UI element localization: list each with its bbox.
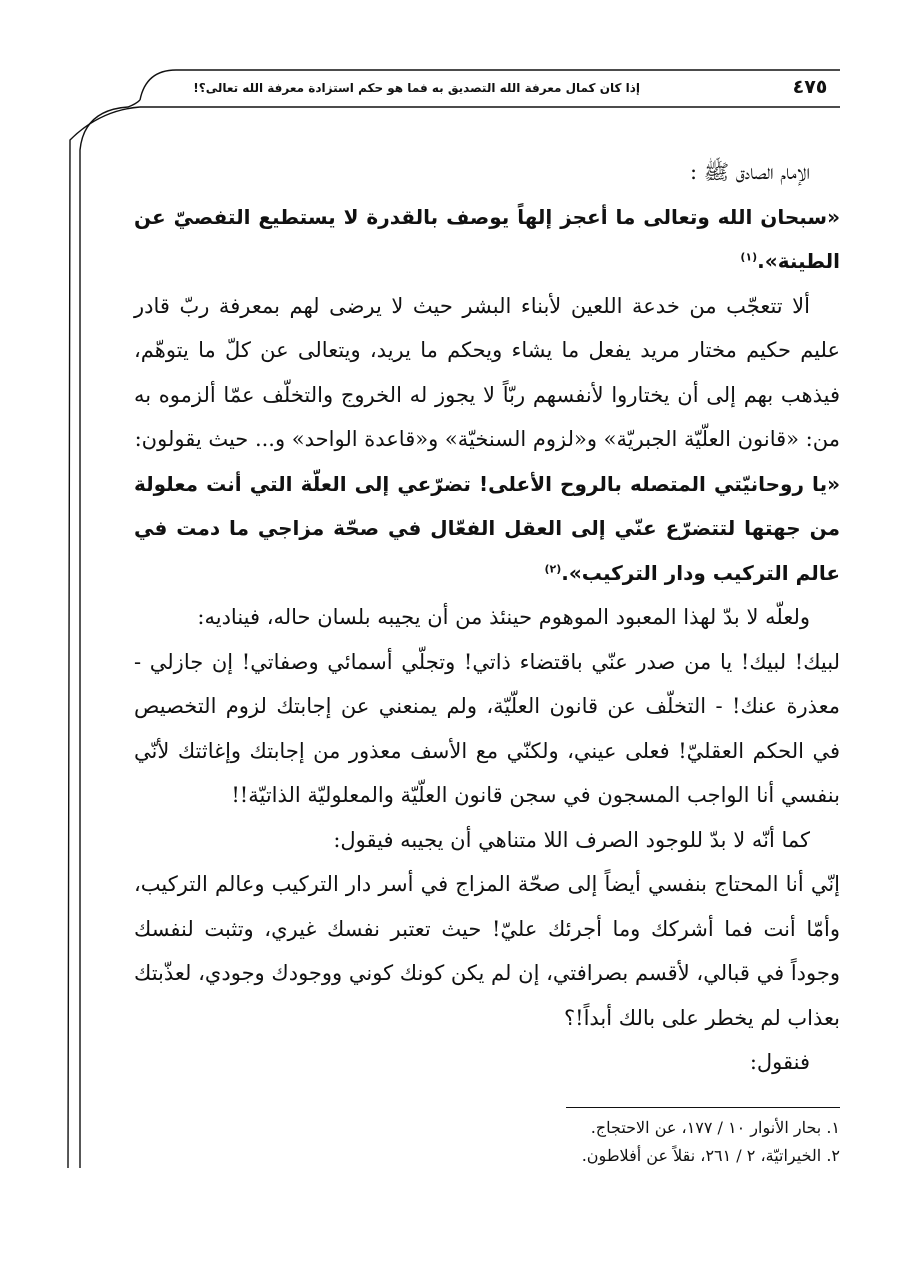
main-text [134,150,840,1085]
paragraph-quote-2 [134,462,840,596]
running-title: إذا كان كمال معرفة الله التصديق به فما هو حكم استزادة معرفة الله تعالى؟! [193,81,640,95]
paragraph-7: كما أنّه لا بدّ للوجود الصرف اللا متناهي أن يجيبه فيقول: [333,827,810,852]
paragraph-6: لبيك! لبيك! يا من صدر عنّي باقتضاء ذاتي! وتجلّي أسمائي وصفاتي! إن جازلي - معذرة عنك! - التخلّف عن قانون العلّيّة، ولم يمنعني عن إجابتك لزوم التخصيص في الحكم العقليّ! فعلى عيني، ولكنّي مع الأسف معذور من إجابتك وإغاثتك لأنّي بنفسي أنا الواجب المسجون في سجن قانون العلّيّة والمعلوليّة الذاتيّة!! [134,649,840,807]
footnote-2: ٢. الخيراتيّة، ٢ / ٢٦١، نقلاً عن أفلاطون. [581,1146,840,1165]
quote-1-text: «سبحان الله وتعالى ما أعجز إلهاً يوصف بالقدرة لا يستطيع التفصيّ عن الطينة». [134,204,840,273]
footnote-ref-1: (١) [740,250,758,264]
frame-left-inner-line [68,107,140,1168]
paragraph-9: فنقول: [749,1050,810,1074]
paragraph-imam-attribution: الإمام الصادق ﷺ : [689,160,810,184]
paragraph-5: ولعلّه لا بدّ لهذا المعبود الموهوم حينئذ من أن يجيبه بلسان حاله، فيناديه: [197,605,810,629]
frame-left-outer-line [80,100,140,1168]
footnotes [300,1114,840,1170]
paragraph-8: إنّي أنا المحتاج بنفسي أيضاً إلى صحّة المزاج في أسر دار التركيب وعالم التركيب، وأمّا أنت فما أشركك وما أجرئك عليّ! حيث تعتبر نفسك غيري، وتثبت لنفسك وجوداً في قبالي، لأقسم بصرافتي، إن لم يكن كونك كوني ووجودك وجودي، لعذّبتك بعذاب لم يخطر على بالك أبداً!؟ [134,872,840,1030]
footnote-ref-2: (٢) [544,561,562,575]
quote-2-text: «يا روحانيّتي المتصله بالروح الأعلى! تضرّعي إلى العلّة التي أنت معلولة من جهتها لتتضرّع عنّي إلى العقل الفعّال في صحّة مزاجي ما دمت في عالم التركيب ودار التركيب». [134,471,840,585]
footnote-separator [566,1107,840,1108]
paragraph-quote-1 [134,195,840,284]
page-number: ٤٧٥ [792,76,828,98]
footnote-1: ١. بحار الأنوار ١٠ / ١٧٧، عن الاحتجاج. [590,1118,840,1137]
paragraph-3: ألا تتعجّب من خدعة اللعين لأبناء البشر حيث لا يرضى لهم بمعرفة ربّ قادر عليم حكيم مختار مريد يفعل ما يشاء ويحكم ما يريد، ويتعالى عن كلّ ما يتوهّم، فيذهب بهم إلى أن يختاروا لأنفسهم ربّاً لا يجوز له الخروج والتخلّف عمّا ألزموه به من: «قانون العلّيّة الجبريّة» و«لزوم السنخيّة» و«قاعدة الواحد» و... حيث يقولون: [134,293,840,451]
